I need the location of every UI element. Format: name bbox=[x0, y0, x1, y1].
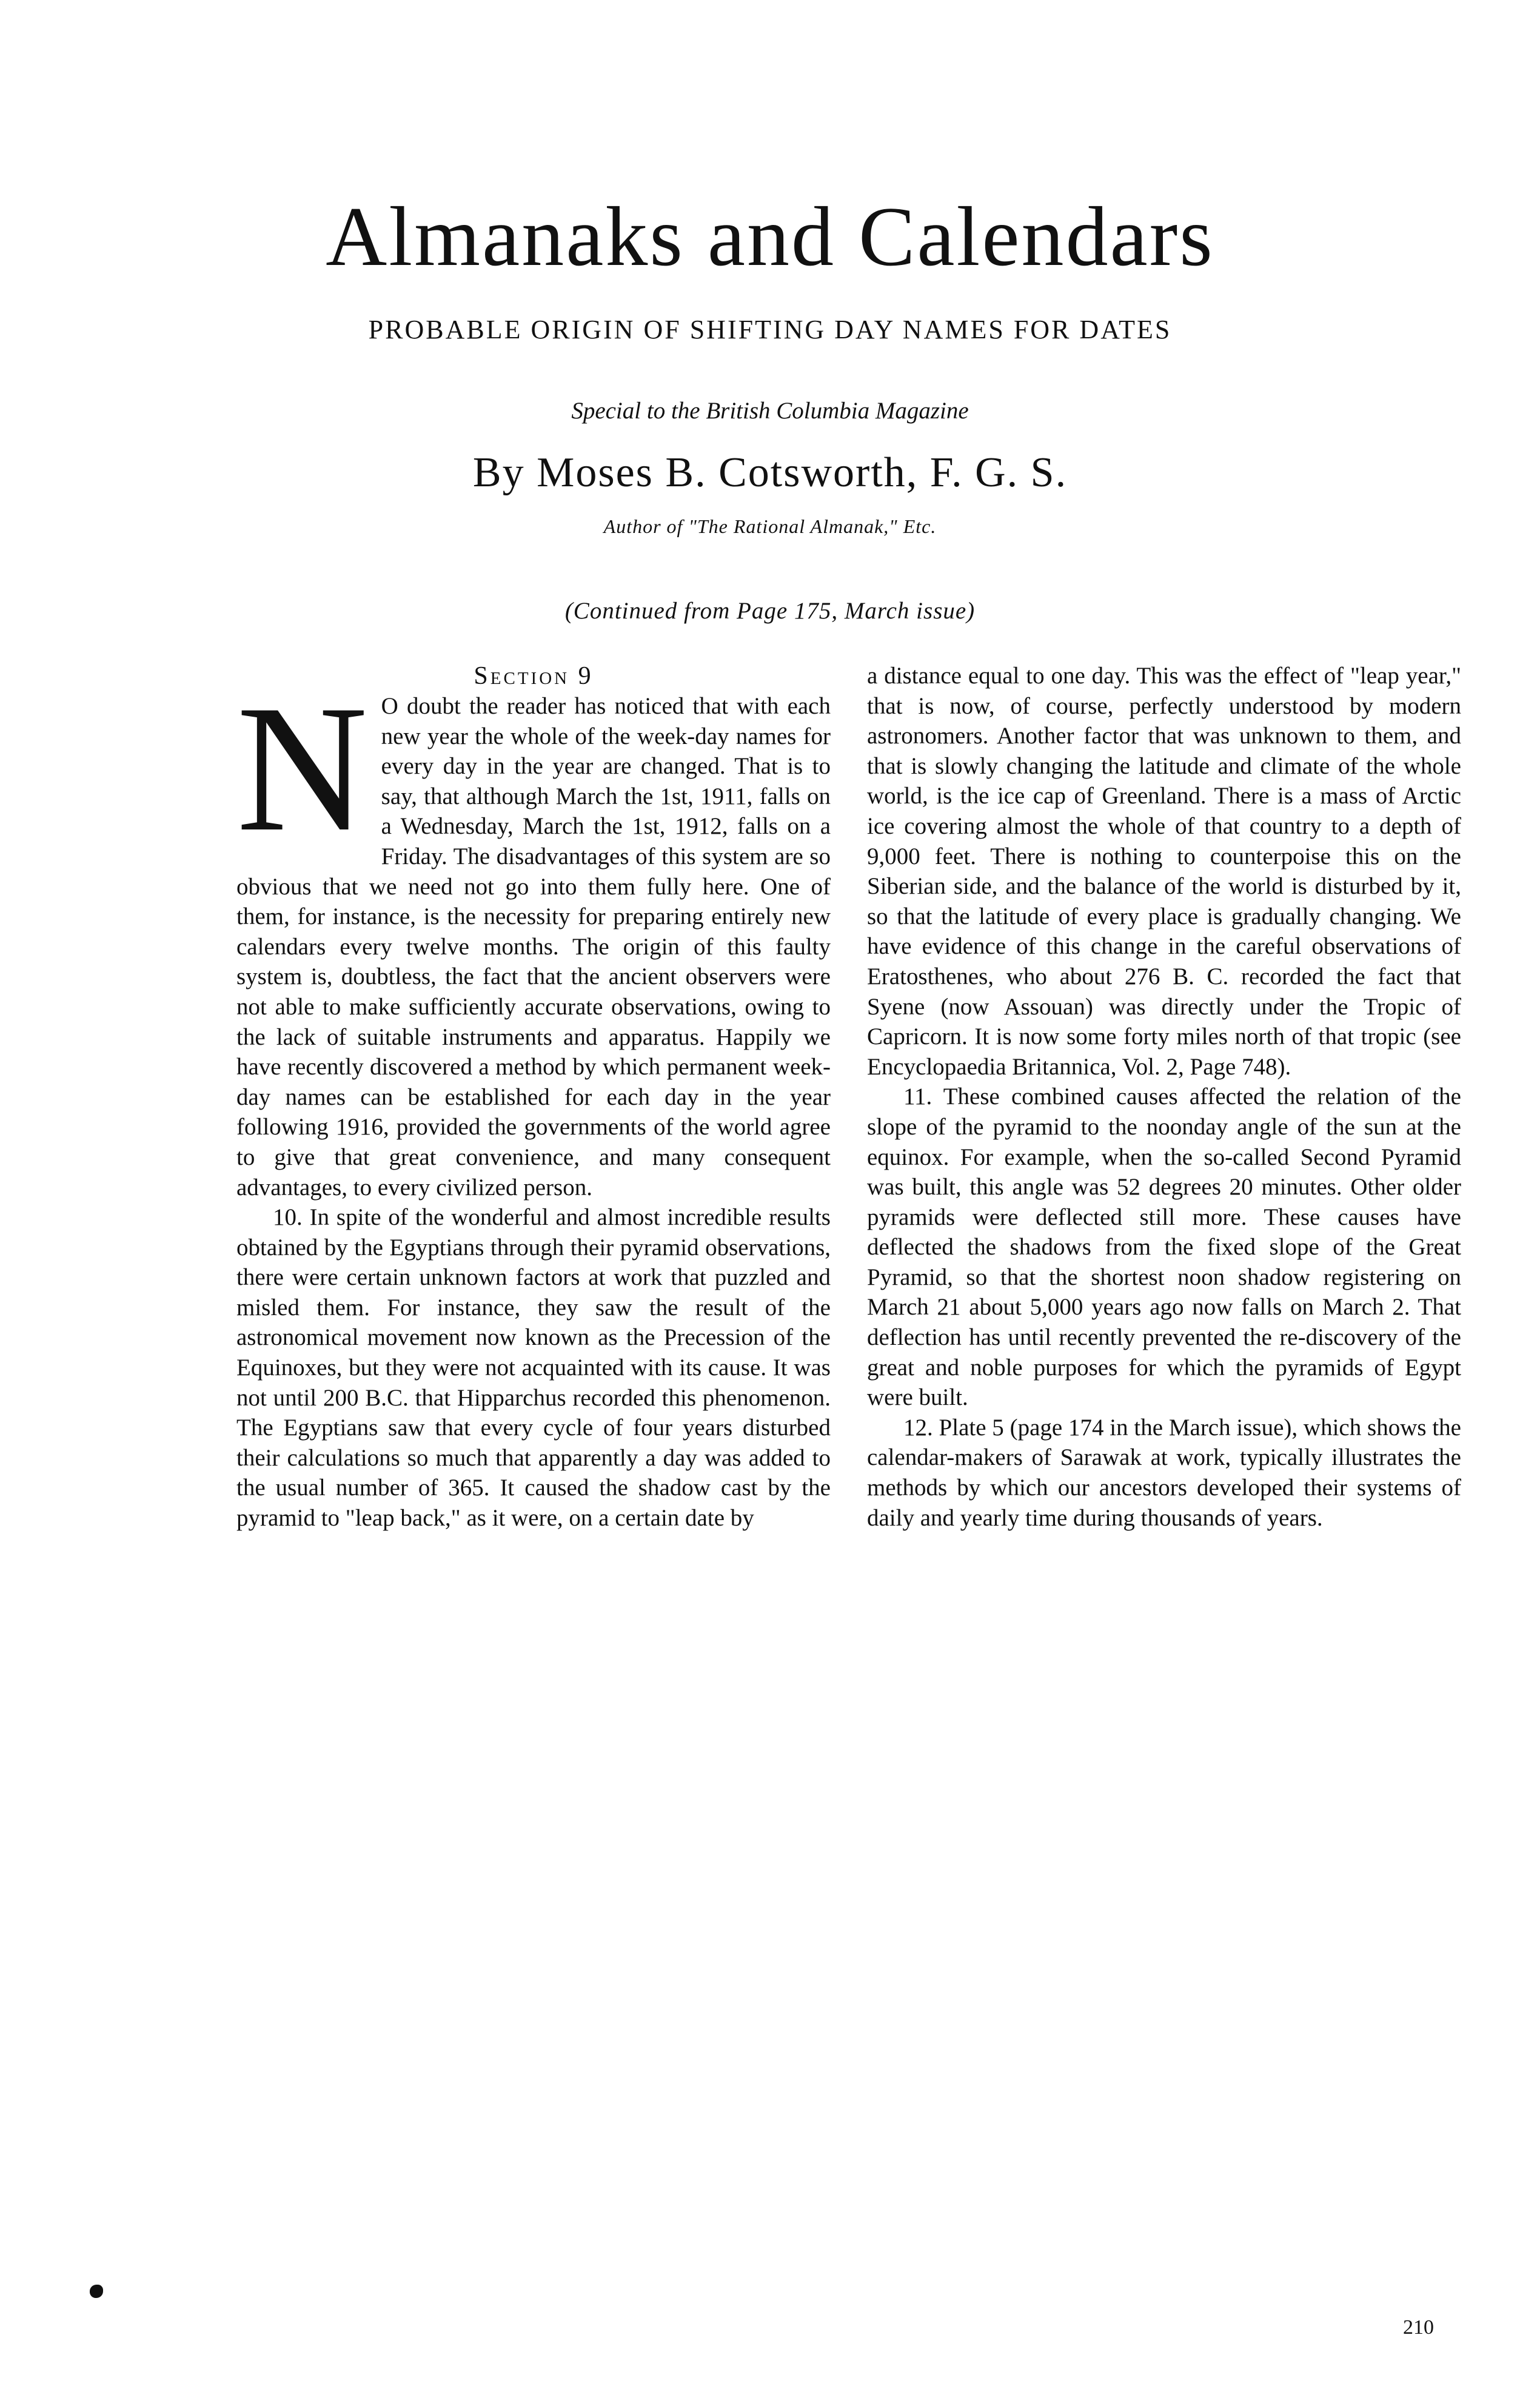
byline: By Moses B. Cotsworth, F. G. S. bbox=[472, 449, 1068, 496]
left-column bbox=[236, 661, 831, 1533]
paragraph-11: 11. These combined causes affected the relation of the slope of the pyramid to the noonday angle of the sun at the equinox. For example, when the so-called Second Pyramid was built, this angle was 52 degrees 20 minutes. Other older pyramids were deflected still more. These causes have deflected the shadows from the fixed slope of the Great Pyramid, so that the shortest noon shadow registering on March 21 about 5,000 years ago now falls on March 2. That deflection has until recently prevented the re-discovery of the great and noble purposes for which the pyramids of Egypt were built. bbox=[867, 1084, 1461, 1411]
continued-paragraph: a distance equal to one day. This was the effect of "leap year," that is now, of course, perfectly understood by modern astronomers. Another factor that was unknown to them, and that is slowly changing the latitude and climate of the whole world, is the ice cap of Greenland. There is a mass of Arctic ice covering almost the whole of that country to a depth of 9,000 feet. There is nothing to counterpoise this on the Siberian side, and the balance of the world is disturbed by it, so that the latitude of every place is gradually changing. We have evidence of this change in the careful observations of Eratosthenes, who about 276 B. C. recorded the fact that Syene (now Assouan) was directly under the Tropic of Capricorn. It is now some forty miles north of that tropic (see Encyclopaedia Britannica, Vol. 2, Page 748). bbox=[867, 663, 1461, 1080]
author-note: Author of "The Rational Almanak," Etc. bbox=[603, 515, 937, 537]
continued-note: (Continued from Page 175, March issue) bbox=[564, 598, 976, 624]
paragraph-10: 10. In spite of the wonderful and almost incredible results obtained by the Egyptians through their pyramid observations, there were certain unknown factors at work that puzzled and misled them. For instance, they saw the result of the astronomical movement now known as the Precession of the Equinoxes, but they were not acquainted with its cause. It was not until 200 B.C. that Hipparchus recorded this phenomenon. The Egyptians saw that every cycle of four years disturbed their calculations so much that apparently a day was added to the usual number of 365. It caused the shadow cast by the pyramid to "leap back," as it were, on a certain date by bbox=[236, 1204, 831, 1532]
right-column bbox=[867, 661, 1461, 1533]
ink-blot-mark bbox=[90, 2285, 103, 2298]
opening-paragraph-text: O doubt the reader has noticed that with each new year the whole of the week-day names for every day in the year are changed. That is to say, that although March the 1st, 1911, falls on a Wednesday, March the 1st, 1912, falls on a Friday. The disadvantages of this system are so obvious that we need not go into them fully here. One of them, for instance, is the necessity for preparing entirely new calendars every twelve months. The origin of this faulty system is, doubtless, the fact that the ancient observers were not able to make sufficiently accurate observations, owing to the lack of suitable instruments and apparatus. Happily we have recently discovered a method by which permanent week-day names can be established for each day in the year following 1916, provided the governments of the world agree to give that great convenience, and many consequent advantages, to every civilized person. bbox=[236, 693, 831, 1201]
section-heading: Section 9 bbox=[474, 662, 594, 690]
page-number: 210 bbox=[1403, 2316, 1434, 2339]
special-note: Special to the British Columbia Magazine bbox=[571, 398, 969, 424]
article-title: Almanaks and Calendars bbox=[326, 190, 1214, 284]
drop-cap: N bbox=[236, 668, 368, 869]
article-subtitle: PROBABLE ORIGIN OF SHIFTING DAY NAMES FOR DATES bbox=[368, 315, 1172, 344]
paragraph-12: 12. Plate 5 (page 174 in the March issue), which shows the calendar-makers of Sarawak at work, typically illustrates the methods by which our ancestors developed their systems of daily and yearly time during thousands of years. bbox=[867, 1414, 1461, 1531]
